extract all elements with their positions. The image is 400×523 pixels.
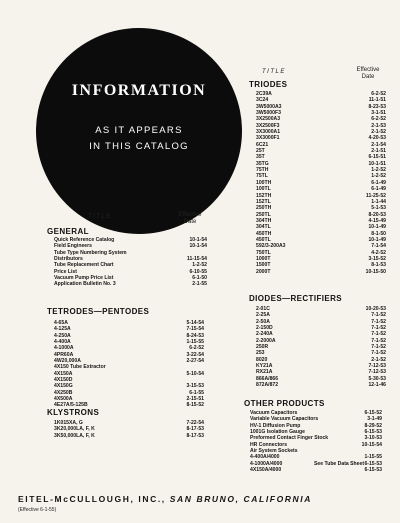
diodes-entry-name: 2-50A xyxy=(256,318,270,325)
triodes-entry-name: 6C21 xyxy=(256,141,269,148)
triodes-entry-name: 304TL xyxy=(256,224,271,231)
triodes-entry-name: 450TL xyxy=(256,236,271,243)
diodes-entry xyxy=(256,382,386,388)
right-date-header xyxy=(348,67,388,81)
triodes-entry-name: 100TH xyxy=(256,179,272,186)
tetrodes-heading: TETRODES—PENTODES xyxy=(47,307,150,316)
triodes-entry-name: 592/3-200A3 xyxy=(256,243,286,250)
tetrodes-entry-name: 4-400A xyxy=(54,339,71,346)
diodes-entry-name: KY21A xyxy=(256,363,273,370)
general-entry-date: 10-1-54 xyxy=(189,243,207,250)
tetrodes-list xyxy=(54,320,204,409)
diodes-entry-date: 7-1-52 xyxy=(371,331,386,338)
page-title: INFORMATION xyxy=(71,82,207,99)
other-entry-name: Preformed Contact Finger Stock xyxy=(250,435,329,442)
triodes-entry-date: 6-1-49 xyxy=(371,186,386,193)
tetrodes-entry-name: 4-65A xyxy=(54,320,68,326)
diodes-entry-date: 10-20-53 xyxy=(365,306,386,312)
general-entry-date: 1-2-52 xyxy=(192,262,207,269)
tetrodes-entry-name: 4W20,000A xyxy=(54,358,81,365)
tetrodes-entry-name: 4X150G xyxy=(54,383,73,390)
klystrons-entry-date: 8-17-53 xyxy=(186,426,204,433)
triodes-entry-name: 304TH xyxy=(256,217,272,224)
other-entry-name: Variable Vacuum Capacitors xyxy=(250,416,319,423)
triodes-entry-date: 2-1-54 xyxy=(371,141,386,148)
other-entry-name: HV-1 Diffusion Pump xyxy=(250,422,301,429)
general-entry-name: Tube Replacement Chart xyxy=(54,262,114,269)
general-entry-date: 6-10-55 xyxy=(189,268,207,275)
other-entry-date: 6-15-53 xyxy=(364,467,382,474)
diodes-entry-date: 5-30-53 xyxy=(368,375,386,382)
general-entry-name: Vacuum Pump Price List xyxy=(54,275,114,282)
tetrodes-entry-date: 6-1-55 xyxy=(189,389,204,396)
triodes-entry-date: 8-23-53 xyxy=(368,103,386,110)
triodes-entry-date: 4-15-49 xyxy=(368,217,386,224)
triodes-entry-name: 3X3000F1 xyxy=(256,135,280,142)
klystrons-list xyxy=(54,420,204,439)
other-entry-date: 6-15-53 xyxy=(364,429,382,436)
tetrodes-entry-date: 5-14-54 xyxy=(186,320,204,326)
diodes-entry-date: 7-1-52 xyxy=(371,344,386,351)
diodes-entry-date: 7-1-52 xyxy=(371,325,386,332)
tetrodes-entry-name: 4X150D xyxy=(54,377,73,384)
diodes-entry-name: 2-01C xyxy=(256,306,270,312)
general-entry-date: 11-15-54 xyxy=(186,256,207,263)
general-entry-name: Price List xyxy=(54,268,77,275)
triodes-entry-name: 250TH xyxy=(256,205,272,212)
diodes-entry-name: 253 xyxy=(256,350,265,357)
tetrodes-entry-name: 4X150 Tube Extractor xyxy=(54,364,106,371)
tetrodes-entry-name: 4X500A xyxy=(54,396,73,403)
other-entry-name: 1001G Isolation Gauge xyxy=(250,429,305,436)
other-entry-date: 6-15-53 xyxy=(364,460,382,467)
tetrodes-entry-date: 5-10-54 xyxy=(186,370,204,377)
general-entry-date: 10-1-54 xyxy=(189,237,207,243)
triodes-entry-name: 3W5000F3 xyxy=(256,110,281,117)
other-entry-date: 8-29-52 xyxy=(364,422,382,429)
other-list xyxy=(250,410,382,473)
tetrodes-entry-date: 8-15-52 xyxy=(186,402,204,409)
triodes-entry-name: 100TL xyxy=(256,186,271,193)
triodes-entry-name: 35T xyxy=(256,154,265,161)
triodes-entry-date: 6-2-52 xyxy=(371,116,386,123)
general-entry-name: Distributors xyxy=(54,256,83,263)
diodes-entry-name: 2-150D xyxy=(256,325,273,332)
triodes-entry xyxy=(256,269,386,275)
tetrodes-entry-date: 3-22-54 xyxy=(186,351,204,358)
diodes-entry-date: 7-1-52 xyxy=(371,312,386,319)
diodes-entry-name: 8020 xyxy=(256,356,268,363)
diodes-list xyxy=(256,306,386,388)
triodes-entry-name: 750TL xyxy=(256,249,271,256)
klystrons-entry-date: 8-17-53 xyxy=(186,432,204,439)
diodes-entry-name: 872A/872 xyxy=(256,382,279,389)
triodes-entry-name: 3X2500F3 xyxy=(256,122,280,129)
tetrodes-entry-name: 4-1000A xyxy=(54,345,74,352)
triodes-entry-name: 450TH xyxy=(256,230,272,237)
triodes-entry-date: 3-1-51 xyxy=(371,110,386,117)
other-entry xyxy=(250,467,382,473)
triodes-entry-date: 4-20-53 xyxy=(368,135,386,142)
triodes-entry-date: 5-1-53 xyxy=(371,205,386,212)
tetrodes-entry-date: 7-15-54 xyxy=(186,326,204,333)
triodes-entry-name: 75TL xyxy=(256,173,268,180)
triodes-entry-date: 2-1-53 xyxy=(371,122,386,129)
other-entry-name: 4-1000A/4000 xyxy=(250,460,283,467)
klystrons-entry-name: 3K20,000LA, F, K xyxy=(54,426,95,433)
tetrodes-entry-date: 2-27-54 xyxy=(186,358,204,365)
triodes-entry-date: 6-2-52 xyxy=(371,91,386,97)
diodes-entry-date: 7-1-52 xyxy=(371,337,386,344)
triodes-list xyxy=(256,91,386,275)
tetrodes-entry-name: 4PR60A xyxy=(54,351,74,358)
diodes-heading: DIODES—RECTIFIERS xyxy=(249,294,343,303)
klystrons-entry-name: 1K015XA, G xyxy=(54,420,83,426)
diodes-entry-name: 250R xyxy=(256,344,269,351)
triodes-entry-date: 3-15-52 xyxy=(368,255,386,262)
triodes-entry-name: 75TH xyxy=(256,167,269,174)
klystrons-entry-name: 3K50,000LA, F, K xyxy=(54,432,95,439)
tetrodes-entry-date: 3-15-53 xyxy=(186,383,204,390)
diodes-entry-date: 12-1-46 xyxy=(368,382,386,389)
klystrons-entry-date: 7-22-54 xyxy=(186,420,204,426)
general-entry-date: 2-1-55 xyxy=(192,281,207,288)
tetrodes-entry-name: 4E27A/5-125B xyxy=(54,402,88,409)
triodes-entry-name: 3X2500A3 xyxy=(256,116,281,123)
company-name: EITEL-McCULLOUGH, INC., xyxy=(18,494,166,504)
other-entry-note: See Tube Data Sheet xyxy=(314,460,365,467)
diodes-entry-name: 2-2000A xyxy=(256,337,276,344)
tetrodes-entry-name: 4-125A xyxy=(54,326,71,333)
triodes-entry-name: 3C24 xyxy=(256,97,269,104)
triodes-entry-date: 6-15-51 xyxy=(368,154,386,161)
right-date-label: Date xyxy=(361,74,375,80)
other-entry-date: 6-15-52 xyxy=(364,410,382,416)
triodes-entry-date: 2-1-52 xyxy=(371,129,386,136)
other-entry-date: 1-15-55 xyxy=(364,454,382,461)
diodes-entry-date: 7-12-53 xyxy=(368,369,386,376)
tetrodes-entry-date: 8-24-53 xyxy=(186,332,204,339)
other-entry-name: Air System Sockets xyxy=(250,448,298,455)
tetrodes-entry-date: 2-15-51 xyxy=(186,396,204,403)
left-effective-label: Effective xyxy=(178,212,202,218)
klystrons-heading: KLYSTRONS xyxy=(47,408,100,417)
diodes-entry-name: 2-240A xyxy=(256,331,273,338)
right-effective-label: Effective xyxy=(356,67,380,73)
triodes-entry-date: 2-1-51 xyxy=(371,148,386,155)
other-entry-date: 10-15-54 xyxy=(361,441,382,448)
triodes-entry-name: 1500T xyxy=(256,262,271,269)
tetrodes-entry-date: 1-15-55 xyxy=(186,339,204,346)
tetrodes-entry-name: 4X150A xyxy=(54,370,73,377)
diodes-entry-name: 866A/866 xyxy=(256,375,279,382)
diodes-entry-name: RX21A xyxy=(256,369,273,376)
triodes-heading: TRIODES xyxy=(249,80,288,89)
diodes-entry-date: 2-1-52 xyxy=(371,356,386,363)
triodes-entry-name: 25T xyxy=(256,148,265,155)
triodes-entry-date: 11-25-52 xyxy=(365,192,386,199)
triodes-entry-date: 10-1-49 xyxy=(368,224,386,231)
other-entry-name: Vacuum Capacitors xyxy=(250,410,298,416)
general-entry-name: Quick Reference Catalog xyxy=(54,237,115,243)
klystrons-entry xyxy=(54,433,204,439)
tetrodes-entry-date: 6-2-52 xyxy=(189,345,204,352)
right-title-header: TITLE xyxy=(262,69,286,75)
left-date-label: Date xyxy=(183,219,197,225)
subtitle-line-2: IN THIS CATALOG xyxy=(89,141,189,152)
general-entry-date: 6-1-50 xyxy=(192,275,207,282)
triodes-entry-date: 10-1-51 xyxy=(368,160,386,167)
diodes-entry-date: 7-1-52 xyxy=(371,350,386,357)
other-entry-date: 3-1-49 xyxy=(367,416,382,423)
general-list xyxy=(54,237,207,288)
other-entry-name: 4-400A/4000 xyxy=(250,454,280,461)
triodes-entry-name: 2000T xyxy=(256,268,271,275)
triodes-entry-name: 3W5000A3 xyxy=(256,103,282,110)
diodes-entry-date: 7-1-52 xyxy=(371,318,386,325)
left-title-header: TITLE xyxy=(88,214,112,220)
triodes-entry-name: 152TH xyxy=(256,192,272,199)
publisher-footer xyxy=(18,494,312,504)
triodes-entry-name: 152TL xyxy=(256,198,271,205)
triodes-entry-date: 11-1-51 xyxy=(368,97,386,104)
tetrodes-entry-name: 4X250B xyxy=(54,389,73,396)
left-date-header xyxy=(170,212,210,226)
triodes-entry-name: 2C39A xyxy=(256,91,272,97)
general-entry-name: Field Engineers xyxy=(54,243,92,250)
general-entry xyxy=(54,281,207,287)
triodes-entry-date: 10-1-49 xyxy=(368,236,386,243)
triodes-entry-name: 250TL xyxy=(256,211,271,218)
triodes-entry-date: 8-20-53 xyxy=(368,211,386,218)
diodes-entry-name: 2-25A xyxy=(256,312,270,319)
triodes-entry-name: 1000T xyxy=(256,255,271,262)
tetrodes-entry-name: 4-250A xyxy=(54,332,71,339)
triodes-entry-name: 3X3000A1 xyxy=(256,129,281,136)
triodes-entry-date: 1-2-52 xyxy=(371,167,386,174)
triodes-entry-date: 1-1-44 xyxy=(371,198,386,205)
diodes-entry-date: 7-12-53 xyxy=(368,363,386,370)
general-heading: GENERAL xyxy=(47,227,89,236)
general-entry-name: Tube Type Numbering System xyxy=(54,249,127,256)
subtitle-line-1: AS IT APPEARS xyxy=(95,125,183,136)
triodes-entry-date: 10-15-50 xyxy=(365,268,386,275)
triodes-entry-date: 8-1-50 xyxy=(371,230,386,237)
triodes-entry-date: 7-1-54 xyxy=(371,243,386,250)
company-location: SAN BRUNO, CALIFORNIA xyxy=(169,494,312,504)
other-entry-name: 4X150A/4000 xyxy=(250,467,282,474)
other-heading: OTHER PRODUCTS xyxy=(244,399,325,408)
general-entry-name: Application Bulletin No. 3 xyxy=(54,281,116,288)
other-entry-name: HR Connectors xyxy=(250,441,288,448)
triodes-entry-date: 1-2-52 xyxy=(371,173,386,180)
other-entry-date: 3-10-53 xyxy=(364,435,382,442)
effective-date-note: (Effective 6-1-55) xyxy=(18,507,57,513)
triodes-entry-date: 4-2-52 xyxy=(371,249,386,256)
triodes-entry-name: 35TG xyxy=(256,160,269,167)
triodes-entry-date: 6-1-49 xyxy=(371,179,386,186)
triodes-entry-date: 8-1-53 xyxy=(371,262,386,269)
title-disc xyxy=(36,28,242,234)
